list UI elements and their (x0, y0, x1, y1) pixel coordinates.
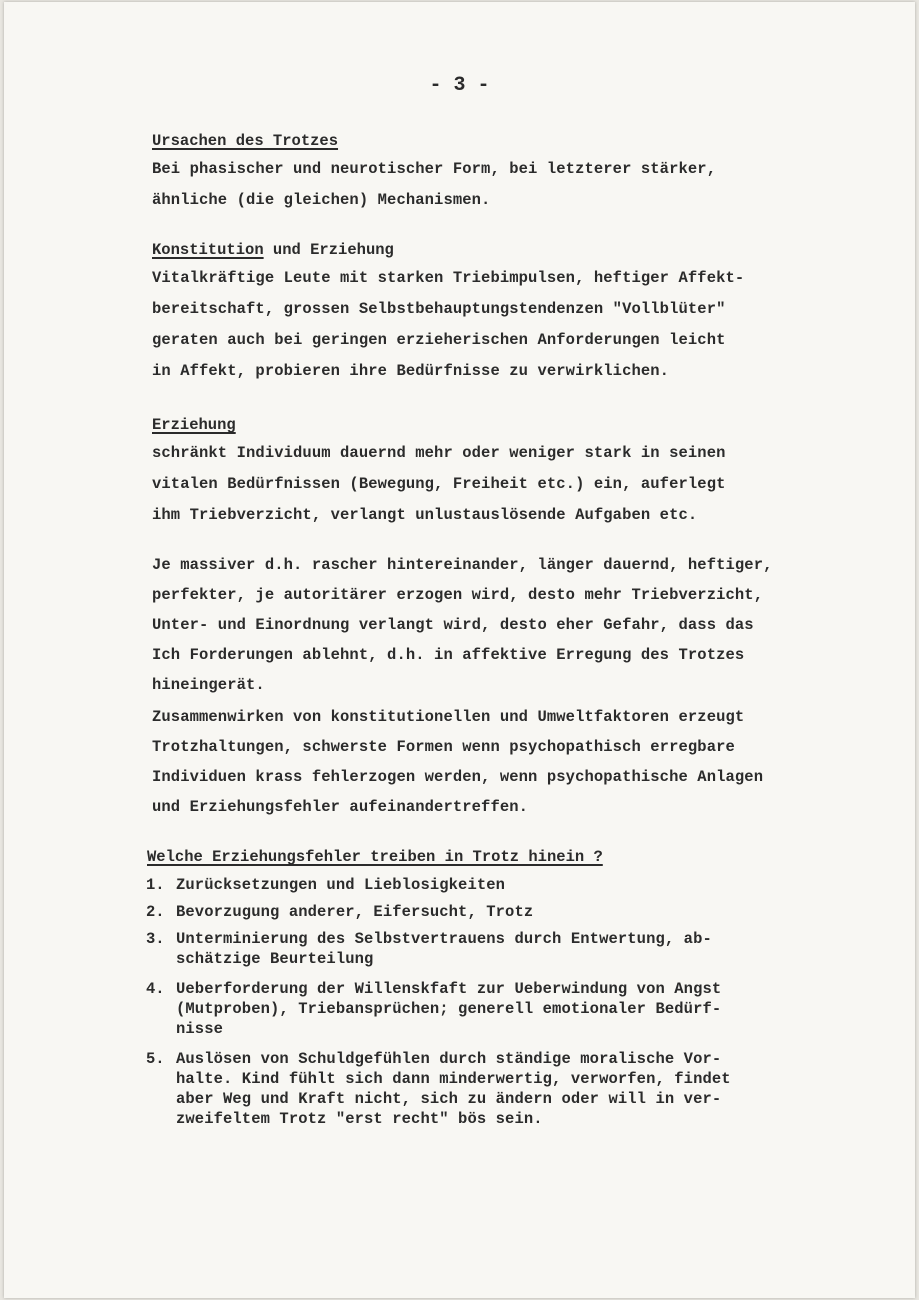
paragraph-zusammenwirken (152, 702, 871, 822)
text-line: geraten auch bei geringen erzieherischen Anforderungen leicht (152, 331, 726, 349)
list-item-line: schätzige Beurteilung (176, 950, 374, 968)
heading-text: Ursachen des Trotzes (152, 132, 339, 150)
list-item-line: Bevorzugung anderer, Eifersucht, Trotz (176, 903, 534, 921)
document-page (4, 2, 915, 1298)
page-number: - 3 - (429, 74, 490, 97)
list-item-number: 4. (146, 980, 165, 998)
list-item-number: 1. (146, 876, 165, 894)
list-item-line: Ueberforderung der Willenskfaft zur Ueberwindung von Angst (176, 980, 722, 998)
list-item (146, 1049, 875, 1129)
text-line: Unter- und Einordnung verlangt wird, desto eher Gefahr, dass das (152, 616, 754, 634)
text-line: Ich Forderungen ablehnt, d.h. in affektive Erregung des Trotzes (152, 646, 745, 664)
section-heading (147, 844, 871, 870)
heading-text: Erziehung (152, 416, 236, 434)
list-item (146, 979, 875, 1039)
text-line: Je massiver d.h. rascher hintereinander, länger dauernd, heftiger, (152, 556, 773, 574)
text-line: schränkt Individuum dauernd mehr oder weniger stark in seinen (152, 444, 726, 462)
text-line: hineingerät. (152, 676, 265, 694)
list-item-line: (Mutproben), Triebansprüchen; generell emotionaler Bedürf- (176, 1000, 722, 1018)
heading-underlined-text: Konstitution (152, 241, 264, 259)
list-item (146, 902, 875, 922)
list-item (146, 929, 875, 969)
text-line: ihm Triebverzicht, verlangt unlustauslösende Aufgaben etc. (152, 506, 698, 524)
section-heading (152, 237, 871, 263)
list-item-line: halte. Kind fühlt sich dann minderwertig, verworfen, findet (176, 1070, 731, 1088)
list-item-number: 5. (146, 1050, 165, 1068)
text-line: ähnliche (die gleichen) Mechanismen. (152, 191, 491, 209)
list-item-line: zweifeltem Trotz "erst recht" bös sein. (176, 1110, 543, 1128)
heading-text: Welche Erziehungsfehler treiben in Trotz hinein ? (147, 848, 603, 866)
text-line: in Affekt, probieren ihre Bedürfnisse zu verwirklichen. (152, 362, 670, 380)
section-ursachen (152, 128, 871, 216)
list-item-line: Unterminierung des Selbstvertrauens durch Entwertung, ab- (176, 930, 712, 948)
text-line: perfekter, je autoritärer erzogen wird, desto mehr Triebverzicht, (152, 586, 764, 604)
list-item-number: 2. (146, 903, 165, 921)
text-line: bereitschaft, grossen Selbstbehauptungstendenzen "Vollblüter" (152, 300, 726, 318)
paragraph-je-massiver (152, 550, 871, 700)
text-line: Zusammenwirken von konstitutionellen und Umweltfaktoren erzeugt (152, 708, 745, 726)
list-item-line: aber Weg und Kraft nicht, sich zu ändern oder will in ver- (176, 1090, 722, 1108)
text-line: und Erziehungsfehler aufeinandertreffen. (152, 798, 529, 816)
list-item-line: nisse (176, 1020, 224, 1038)
section-erziehung (152, 412, 871, 531)
list-item-number: 3. (146, 930, 165, 948)
section-heading (152, 412, 871, 438)
text-line: Bei phasischer und neurotischer Form, bei letzterer stärker, (152, 160, 717, 178)
section-erziehungsfehler (147, 844, 871, 870)
erziehungsfehler-list (146, 875, 875, 1136)
list-item-line: Zurücksetzungen und Lieblosigkeiten (176, 876, 506, 894)
list-item-line: Auslösen von Schuldgefühlen durch ständige moralische Vor- (176, 1050, 722, 1068)
list-item (146, 875, 875, 895)
section-konstitution (152, 237, 871, 387)
section-heading (152, 128, 871, 154)
text-line: Trotzhaltungen, schwerste Formen wenn psychopathisch erregbare (152, 738, 735, 756)
text-line: vitalen Bedürfnissen (Bewegung, Freiheit etc.) ein, auferlegt (152, 475, 726, 493)
text-line: Individuen krass fehlerzogen werden, wenn psychopathische Anlagen (152, 768, 764, 786)
text-line: Vitalkräftige Leute mit starken Triebimpulsen, heftiger Affekt- (152, 269, 745, 287)
heading-rest-text: und Erziehung (263, 241, 394, 259)
